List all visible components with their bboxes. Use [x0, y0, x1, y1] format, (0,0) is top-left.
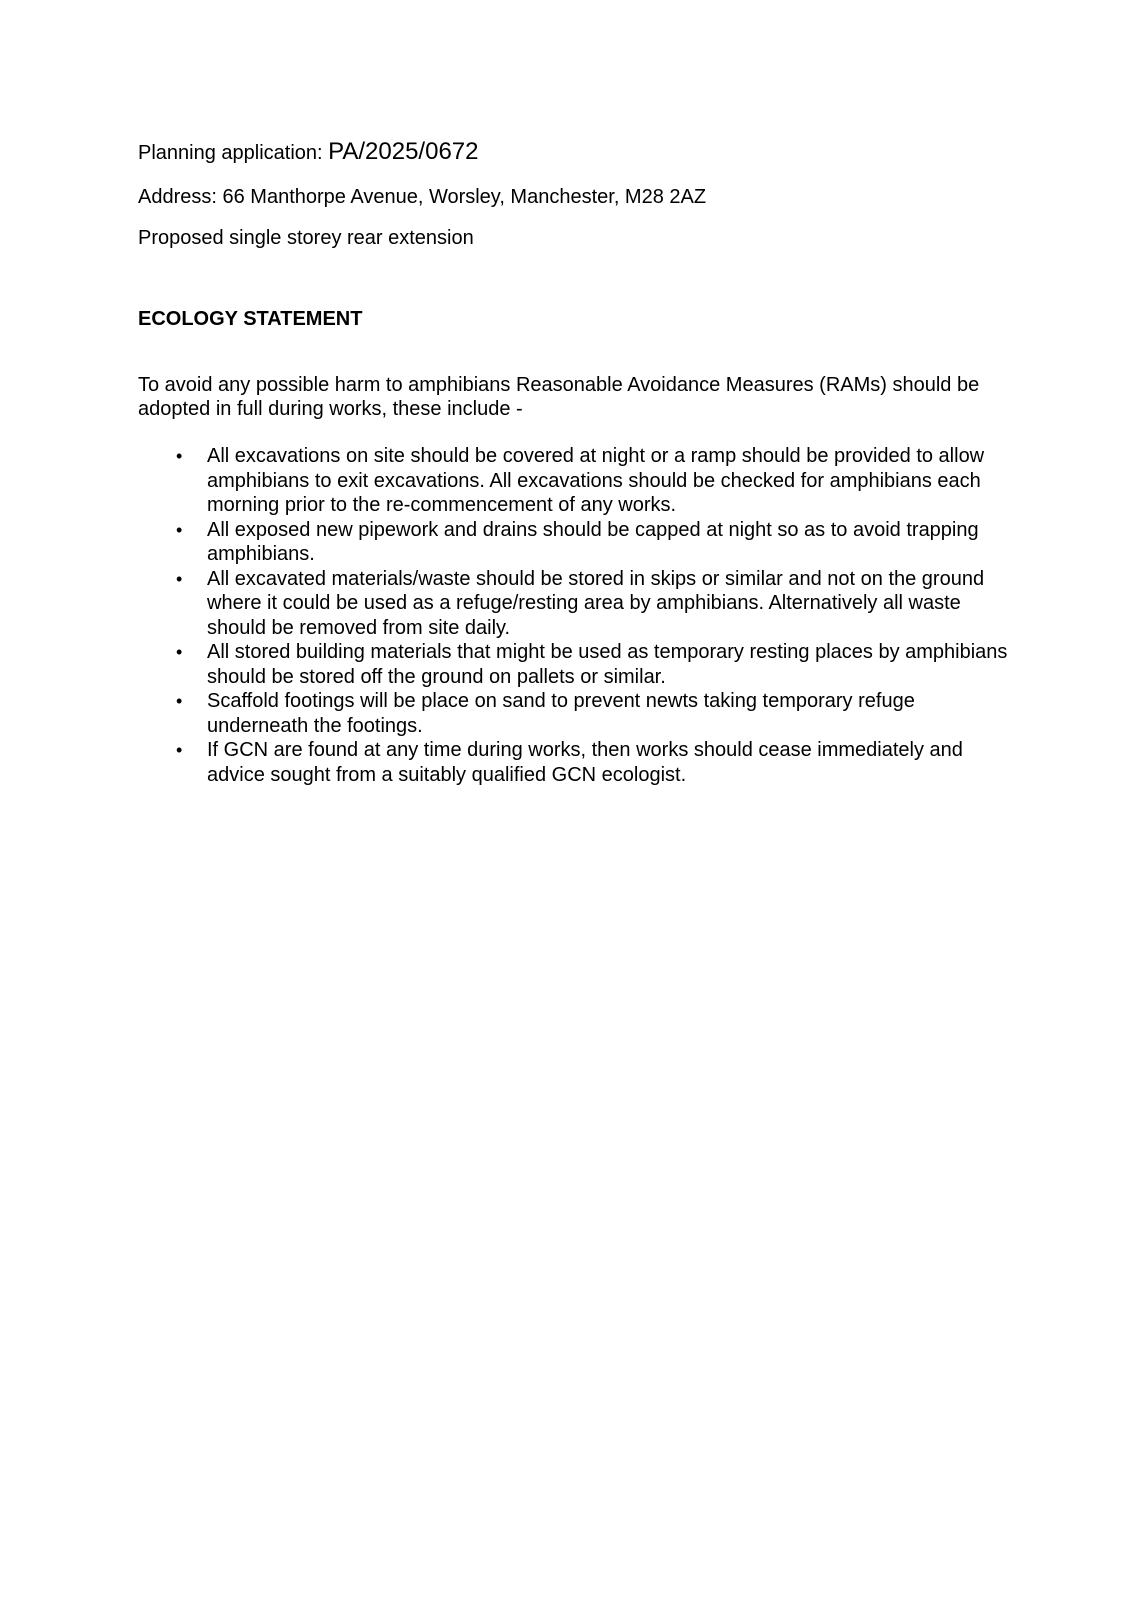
- list-item-text: Scaffold footings will be place on sand to prevent newts taking temporary refuge underneath the footings.: [207, 690, 915, 737]
- application-reference: PA/2025/0672: [328, 138, 479, 165]
- list-item: [138, 444, 1008, 518]
- address-line: Address: 66 Manthorpe Avenue, Worsley, Manchester, M28 2AZ: [138, 186, 707, 208]
- section-heading: ECOLOGY STATEMENT: [138, 308, 363, 330]
- list-item-text: All exposed new pipework and drains should be capped at night so as to avoid trapping amphibians.: [207, 518, 979, 565]
- list-item: [138, 738, 1008, 787]
- list-item-text: If GCN are found at any time during works, then works should cease immediately and advice sought from a suitably qualified GCN ecologist.: [207, 739, 963, 786]
- list-item: [138, 640, 1008, 689]
- bullet-icon: •: [176, 519, 183, 540]
- planning-application-line: [138, 140, 479, 165]
- list-item: [138, 689, 1008, 738]
- bullet-icon: •: [176, 446, 183, 466]
- bullet-icon: •: [176, 568, 183, 589]
- list-item-text: All excavations on site should be covered at night or a ramp should be provided to allow amphibians to exit excavations. All excavations should be checked for amphibians each morning prior to the re-commencement of any works.: [207, 445, 985, 516]
- bullet-icon: •: [176, 691, 183, 711]
- list-item-text: All stored building materials that might be used as temporary resting places by amphibians should be stored off the ground on pallets or similar.: [207, 641, 1008, 688]
- bullet-icon: •: [176, 642, 183, 662]
- list-item: [138, 567, 1008, 641]
- application-label: Planning application:: [138, 142, 329, 164]
- list-item-text: All excavated materials/waste should be stored in skips or similar and not on the ground where it could be used as a refuge/resting area by amphibians. Alternatively all waste should be removed from site daily.: [207, 567, 985, 639]
- measures-list: [138, 444, 1008, 787]
- list-item: [138, 518, 1008, 567]
- bullet-icon: •: [176, 740, 183, 760]
- proposal-line: Proposed single storey rear extension: [138, 227, 474, 249]
- intro-paragraph: To avoid any possible harm to amphibians Reasonable Avoidance Measures (RAMs) should be adopted in full during works, these include -: [138, 374, 980, 420]
